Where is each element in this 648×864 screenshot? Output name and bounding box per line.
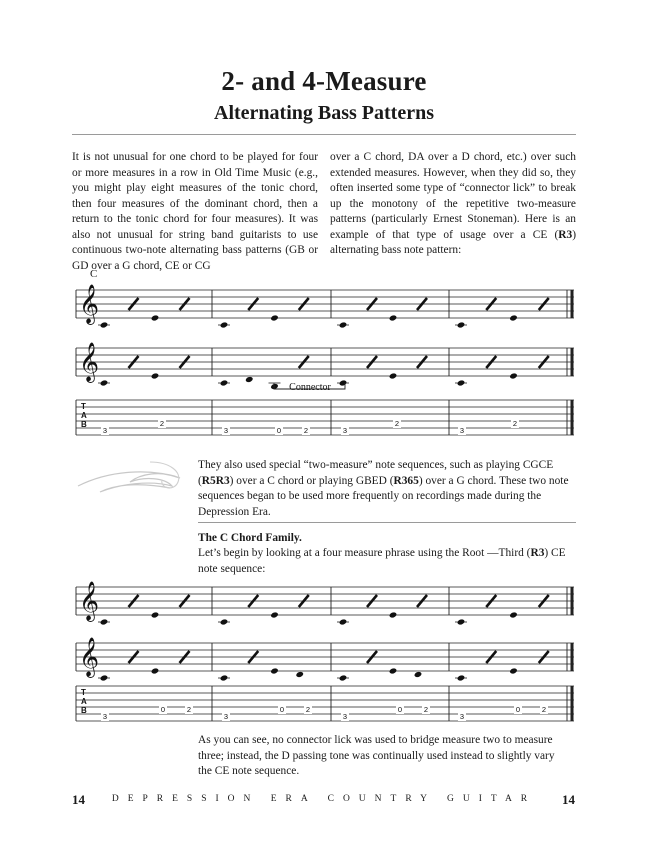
note-head-c — [339, 674, 347, 681]
tab-number: 3 — [342, 712, 348, 721]
tab-number: 0 — [276, 426, 282, 435]
section-heading: The C Chord Family. — [198, 532, 302, 544]
note-head-c — [220, 618, 228, 625]
tab-number: 2 — [303, 426, 309, 435]
note-head-c — [220, 321, 228, 328]
note-head-c — [100, 379, 108, 386]
flourish-ornament-icon — [78, 472, 180, 492]
tab-number: 3 — [342, 426, 348, 435]
treble-clef-icon: 𝄞 — [79, 581, 100, 621]
note-head-c — [339, 379, 347, 386]
note-head-c — [457, 674, 465, 681]
note-head-e — [389, 314, 397, 321]
tab-number: 2 — [423, 705, 429, 714]
note-head-c — [457, 379, 465, 386]
page-title: 2- and 4-Measure — [221, 66, 427, 96]
intro-left-text: It is not unusual for one chord to be played for four or more measures in a row in Old Time Music (e.g., you might play eight measures of the tonic chord, then four measures of the dominant chord, then a return to the tonic chord for four measures). It was also not unusual for string band guitarists to use continuous two-note alternating bass patterns (GB or GD over a G chord, CE or CG — [72, 151, 318, 272]
treble-clef-icon: 𝄞 — [79, 637, 100, 677]
tab-number: 0 — [279, 705, 285, 714]
tab-number: 3 — [102, 712, 108, 721]
closing-paragraph: As you can see, no connector lick was used to bridge measure two to measure three; instead, the D passing tone was continually used instead to slightly vary the CE note sequence. — [198, 734, 555, 777]
tab-number: 2 — [305, 705, 311, 714]
note-head-e — [389, 372, 397, 379]
tab-number: 3 — [223, 426, 229, 435]
tab-number: 3 — [459, 712, 465, 721]
note-head-c — [100, 674, 108, 681]
tab-clef-letter: A — [81, 697, 87, 706]
note-head-e — [389, 611, 397, 618]
note-head-c — [457, 321, 465, 328]
tab-clef-letter: T — [81, 402, 86, 411]
chord-symbol: C — [90, 268, 98, 280]
tab-number: 0 — [397, 705, 403, 714]
tab-number: 3 — [102, 426, 108, 435]
tab-number: 0 — [515, 705, 521, 714]
page-subtitle: Alternating Bass Patterns — [214, 102, 434, 124]
note-head-e — [509, 611, 517, 618]
note-head-e — [270, 314, 278, 321]
tab-number: 2 — [394, 419, 400, 428]
note-head-c — [100, 618, 108, 625]
note-head-e — [509, 372, 517, 379]
note-head-d — [245, 376, 253, 383]
tab-number: 2 — [186, 705, 192, 714]
note-head-d — [414, 671, 422, 678]
note-head-e — [509, 314, 517, 321]
note-head-c — [339, 321, 347, 328]
connector-label: Connector — [289, 382, 331, 393]
note-head-e — [270, 667, 278, 674]
note-head-c — [100, 321, 108, 328]
treble-clef-icon: 𝄞 — [79, 284, 100, 324]
tab-clef-letter: B — [81, 420, 87, 429]
note-head-e — [389, 667, 397, 674]
treble-clef-icon: 𝄞 — [79, 342, 100, 382]
note-head-e — [151, 667, 159, 674]
note-head-e — [151, 611, 159, 618]
middle-paragraph: They also used special “two-measure” note sequences, such as playing CGCE (R5R3) over a C chord or playing GBED (R365) over a G chord. These two note sequences began to be used more frequently on recordings made during the Depression Era. — [198, 459, 569, 518]
note-head-c — [220, 379, 228, 386]
running-title: DEPRESSION ERA COUNTRY GUITAR — [111, 794, 537, 804]
tab-clef-letter: T — [81, 688, 86, 697]
tab-number: 3 — [223, 712, 229, 721]
note-head-e — [509, 667, 517, 674]
tab-number: 2 — [541, 705, 547, 714]
note-head-c — [457, 618, 465, 625]
page-number-right: 14 — [562, 792, 575, 807]
tab-clef-letter: A — [81, 411, 87, 420]
note-head-e — [270, 611, 278, 618]
note-head-e — [151, 314, 159, 321]
tab-number: 3 — [459, 426, 465, 435]
tab-number: 2 — [512, 419, 518, 428]
note-head-c — [339, 618, 347, 625]
note-head-e — [151, 372, 159, 379]
tab-number: 0 — [160, 705, 166, 714]
tab-number: 2 — [159, 419, 165, 428]
intro-right-text: over a C chord, DA over a D chord, etc.) over such extended measures. However, when they did so, they often inserted some type of “connector lick” to break up the monotony of the repetitive two-measure patterns (particularly Ernest Stoneman). Here is an example of that type of usage over a CE (R3) alternating bass note pattern: — [330, 151, 576, 256]
section-intro: Let’s begin by looking at a four measure phrase using the Root —Third (R3) CE note sequence: — [198, 547, 566, 575]
tab-clef-letter: B — [81, 706, 87, 715]
page-number-left: 14 — [72, 792, 85, 807]
note-head-d — [296, 671, 304, 678]
note-head-c — [220, 674, 228, 681]
